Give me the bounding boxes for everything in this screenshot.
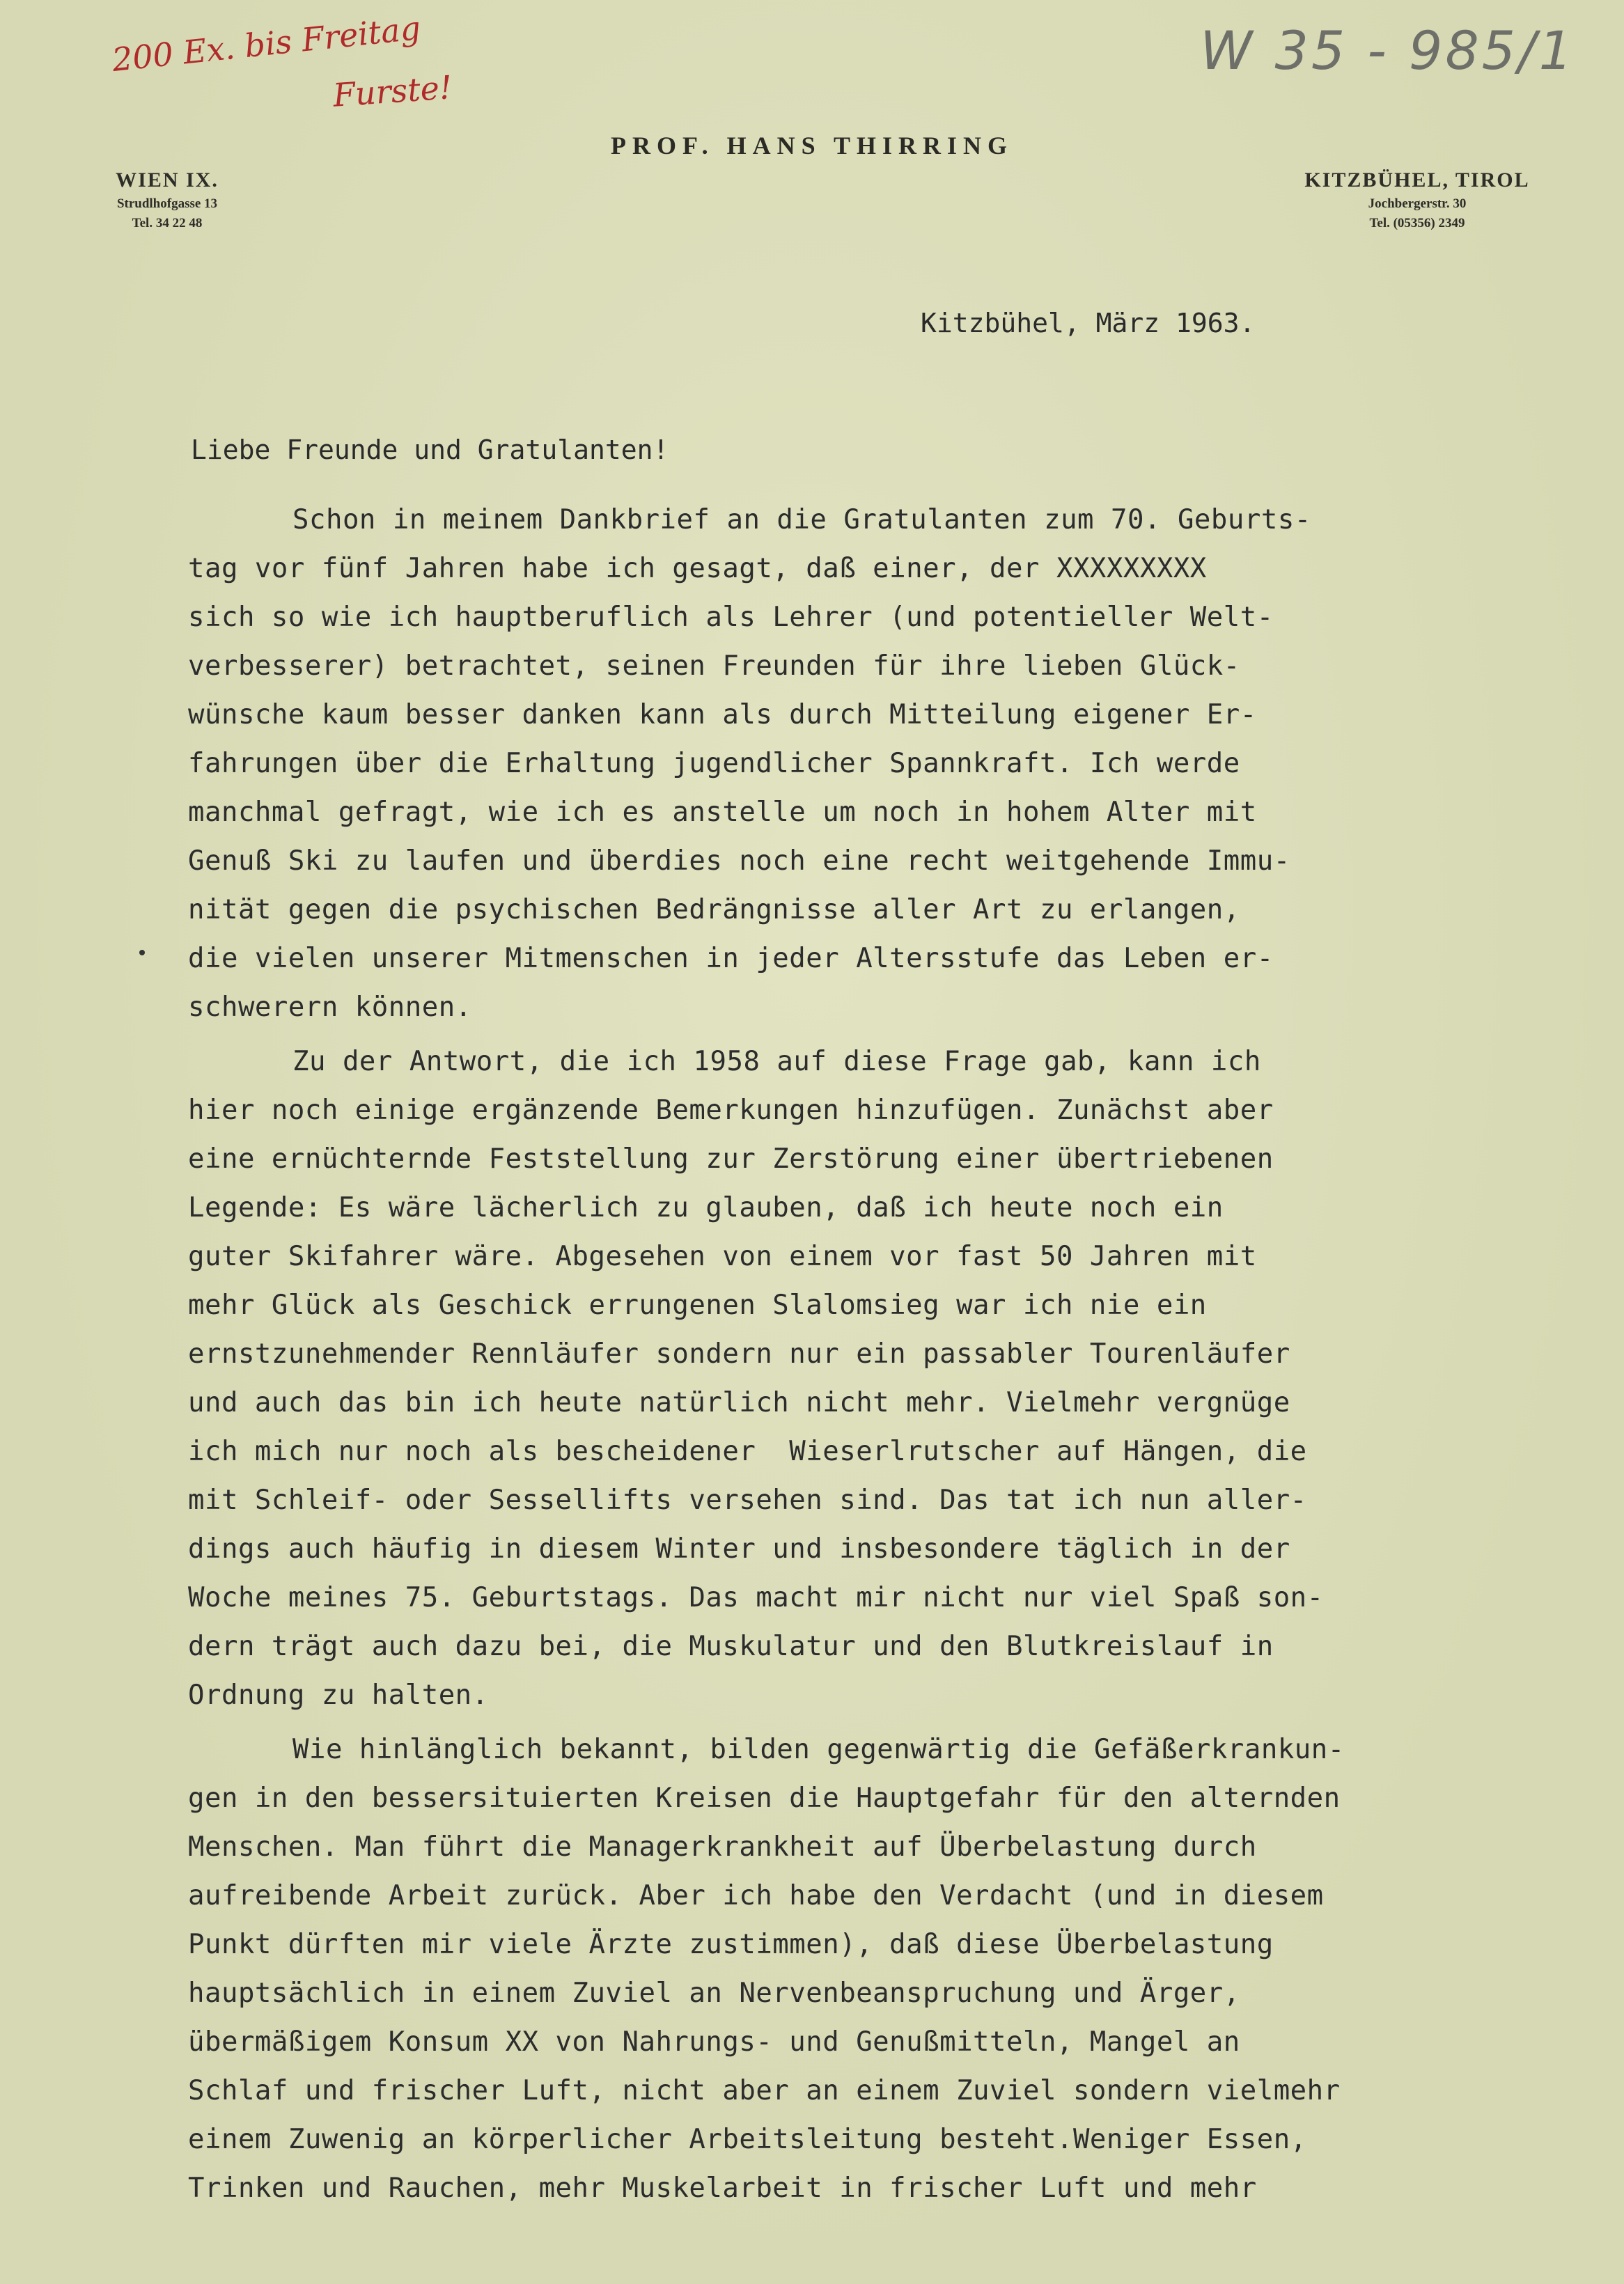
typed-line: Menschen. Man führt die Managerkrankheit auf Überbelastung durch	[188, 1831, 1257, 1863]
typed-line: Punkt dürften mir viele Ärzte zustimmen), daß diese Überbelastung	[188, 1929, 1274, 1960]
letter-body	[188, 496, 1581, 2213]
typed-line: fahrungen über die Erhaltung jugendlicher Spannkraft. Ich werde	[188, 748, 1240, 779]
typed-line: die vielen unserer Mitmenschen in jeder Altersstufe das Leben er-	[188, 943, 1274, 974]
typed-line: Woche meines 75. Geburtstags. Das macht mir nicht nur viel Spaß son-	[188, 1582, 1324, 1613]
letterhead-phone: Tel. (05356) 2349	[1369, 216, 1465, 230]
typed-line: mit Schleif- oder Sessellifts versehen sind. Das tat ich nun aller-	[188, 1485, 1307, 1516]
typed-line: gen in den bessersituierten Kreisen die Hauptgefahr für den alternden	[188, 1783, 1341, 1814]
letterhead-address-vienna	[84, 169, 251, 231]
typed-line: sich so wie ich hauptberuflich als Lehrer (und potentieller Welt-	[188, 602, 1274, 633]
typed-line: ernstzunehmender Rennläufer sondern nur ein passabler Tourenläufer	[188, 1338, 1290, 1370]
typed-line: Schlaf und frischer Luft, nicht aber an einem Zuviel sondern vielmehr	[188, 2075, 1341, 2106]
date-line: Kitzbühel, März 1963.	[921, 308, 1256, 338]
typed-line: und auch das bin ich heute natürlich nicht mehr. Vielmehr vergnüge	[188, 1387, 1290, 1418]
typed-line: einem Zuwenig an körperlicher Arbeitsleitung besteht.Weniger Essen,	[188, 2124, 1307, 2155]
letterhead-street: Strudlhofgasse 13	[116, 196, 218, 211]
typed-line: mehr Glück als Geschick errungenen Slalomsieg war ich nie ein	[188, 1290, 1207, 1321]
typed-line: Ordnung zu halten.	[188, 1680, 489, 1711]
typed-line: hauptsächlich in einem Zuviel an Nervenbeanspruchung und Ärger,	[188, 1978, 1240, 2009]
letterhead-street: Jochbergerstr. 30	[1368, 196, 1467, 211]
typed-line: Zu der Antwort, die ich 1958 auf diese Frage gab, kann ich	[292, 1046, 1261, 1077]
typed-line: Trinken und Rauchen, mehr Muskelarbeit in frischer Luft und mehr	[188, 2173, 1257, 2204]
handwritten-note-line-2: Furste!	[331, 68, 454, 114]
typed-line: ich mich nur noch als bescheidener Wieserlrutscher auf Hängen, die	[188, 1436, 1307, 1467]
archive-number: W 35 - 985/1	[1200, 19, 1575, 81]
typed-line: wünsche kaum besser danken kann als durch Mitteilung eigener Er-	[188, 699, 1257, 730]
letterhead-address-kitzbuehel	[1288, 169, 1546, 231]
typed-line: Genuß Ski zu laufen und überdies noch eine recht weitgehende Immu-	[188, 845, 1290, 877]
typed-line: hier noch einige ergänzende Bemerkungen hinzufügen. Zunächst aber	[188, 1095, 1274, 1126]
typed-line: manchmal gefragt, wie ich es anstelle um noch in hohem Alter mit	[188, 797, 1257, 828]
handwritten-note-line-1: 200 Ex. bis Freitag	[110, 8, 423, 79]
salutation: Liebe Freunde und Gratulanten!	[191, 435, 669, 465]
typed-line: dings auch häufig in diesem Winter und insbesondere täglich in der	[188, 1533, 1290, 1565]
typed-line: nität gegen die psychischen Bedrängnisse aller Art zu erlangen,	[188, 894, 1240, 925]
letterhead-name: PROF. HANS THIRRING	[610, 132, 1014, 159]
typed-line: übermäßigem Konsum XX von Nahrungs- und Genußmitteln, Mangel an	[188, 2026, 1240, 2058]
letterhead-phone: Tel. 34 22 48	[132, 216, 203, 230]
typed-line: schwerern können.	[188, 992, 472, 1023]
typed-line: Legende: Es wäre lächerlich zu glauben, daß ich heute noch ein	[188, 1192, 1224, 1223]
letterhead-city: KITZBÜHEL, TIROL	[1304, 169, 1530, 191]
typed-line: tag vor fünf Jahren habe ich gesagt, daß einer, der XXXXXXXXX	[188, 553, 1207, 584]
typed-line: eine ernüchternde Feststellung zur Zerstörung einer übertriebenen	[188, 1143, 1274, 1175]
typed-line: aufreibende Arbeit zurück. Aber ich habe den Verdacht (und in diesem	[188, 1880, 1324, 1911]
typed-line: verbesserer) betrachtet, seinen Freunden für ihre lieben Glück-	[188, 650, 1240, 682]
typed-line: Schon in meinem Dankbrief an die Gratulanten zum 70. Geburts-	[292, 504, 1311, 535]
margin-dot	[139, 950, 145, 955]
typed-line: dern trägt auch dazu bei, die Muskulatur und den Blutkreislauf in	[188, 1631, 1274, 1662]
letterhead-city: WIEN IX.	[116, 169, 219, 191]
typed-line: Wie hinlänglich bekannt, bilden gegenwärtig die Gefäßerkrankun-	[292, 1734, 1345, 1765]
typed-line: guter Skifahrer wäre. Abgesehen von einem vor fast 50 Jahren mit	[188, 1241, 1257, 1272]
